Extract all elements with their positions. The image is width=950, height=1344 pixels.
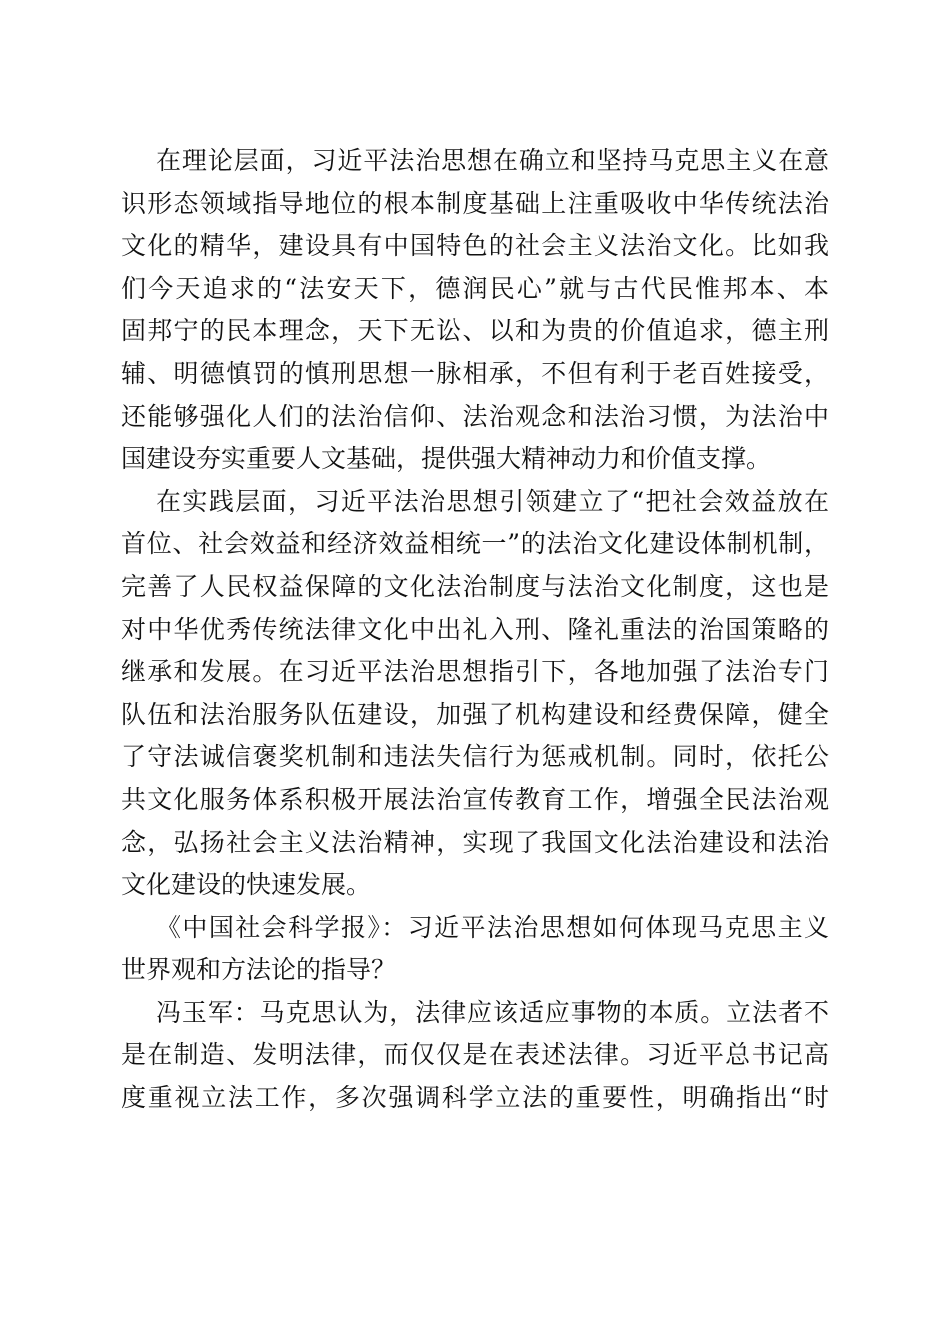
text-line: 共文化服务体系积极开展法治宣传教育工作，增强全民法治观 bbox=[121, 784, 829, 814]
text-line: 识形态领域指导地位的根本制度基础上注重吸收中华传统法治 bbox=[121, 188, 829, 218]
text-line: 辅、明德慎罚的慎刑思想一脉相承，不但有利于老百姓接受， bbox=[121, 358, 829, 388]
text-line: 《中国社会科学报》：习近平法治思想如何体现马克思主义 bbox=[156, 912, 829, 942]
text-line: 世界观和方法论的指导？ bbox=[121, 955, 397, 985]
paragraph-interview-question bbox=[121, 907, 829, 992]
text-line: 在理论层面，习近平法治思想在确立和坚持马克思主义在意 bbox=[156, 146, 829, 175]
text-line: 还能够强化人们的法治信仰、法治观念和法治习惯，为法治中 bbox=[121, 401, 829, 431]
text-line: 继承和发展。在习近平法治思想指引下，各地加强了法治专门 bbox=[121, 657, 829, 687]
text-line: 国建设夯实重要人文基础，提供强大精神动力和价值支撑。 bbox=[121, 444, 772, 474]
paragraph-interview-answer bbox=[121, 992, 829, 1120]
text-line: 了守法诚信褒奖机制和违法失信行为惩戒机制。同时，依托公 bbox=[121, 742, 829, 772]
paragraph-practice-level bbox=[121, 481, 829, 907]
text-line: 是在制造、发明法律，而仅仅是在表述法律。习近平总书记高 bbox=[121, 1040, 829, 1070]
text-line: 冯玉军：马克思认为，法律应该适应事物的本质。立法者不 bbox=[156, 997, 829, 1027]
text-line: 文化的精华，建设具有中国特色的社会主义法治文化。比如我 bbox=[121, 231, 829, 261]
text-line: 对中华优秀传统法律文化中出礼入刑、隆礼重法的治国策略的 bbox=[121, 614, 829, 644]
text-line: 们今天追求的“法安天下，德润民心”就与古代民惟邦本、本 bbox=[121, 273, 829, 303]
paragraph-theory-level bbox=[121, 140, 829, 481]
text-line: 队伍和法治服务队伍建设，加强了机构建设和经费保障，健全 bbox=[121, 699, 829, 729]
text-line: 在实践层面，习近平法治思想引领建立了“把社会效益放在 bbox=[156, 486, 829, 516]
text-line: 完善了人民权益保障的文化法治制度与法治文化制度，这也是 bbox=[121, 571, 829, 601]
text-line: 文化建设的快速发展。 bbox=[121, 870, 372, 900]
text-line: 固邦宁的民本理念，天下无讼、以和为贵的价值追求，德主刑 bbox=[121, 316, 829, 346]
text-line: 度重视立法工作，多次强调科学立法的重要性，明确指出“时 bbox=[121, 1083, 829, 1113]
text-line: 首位、社会效益和经济效益相统一”的法治文化建设体制机制， bbox=[121, 529, 829, 559]
document-body bbox=[121, 140, 829, 1120]
text-line: 念，弘扬社会主义法治精神，实现了我国文化法治建设和法治 bbox=[121, 827, 829, 857]
